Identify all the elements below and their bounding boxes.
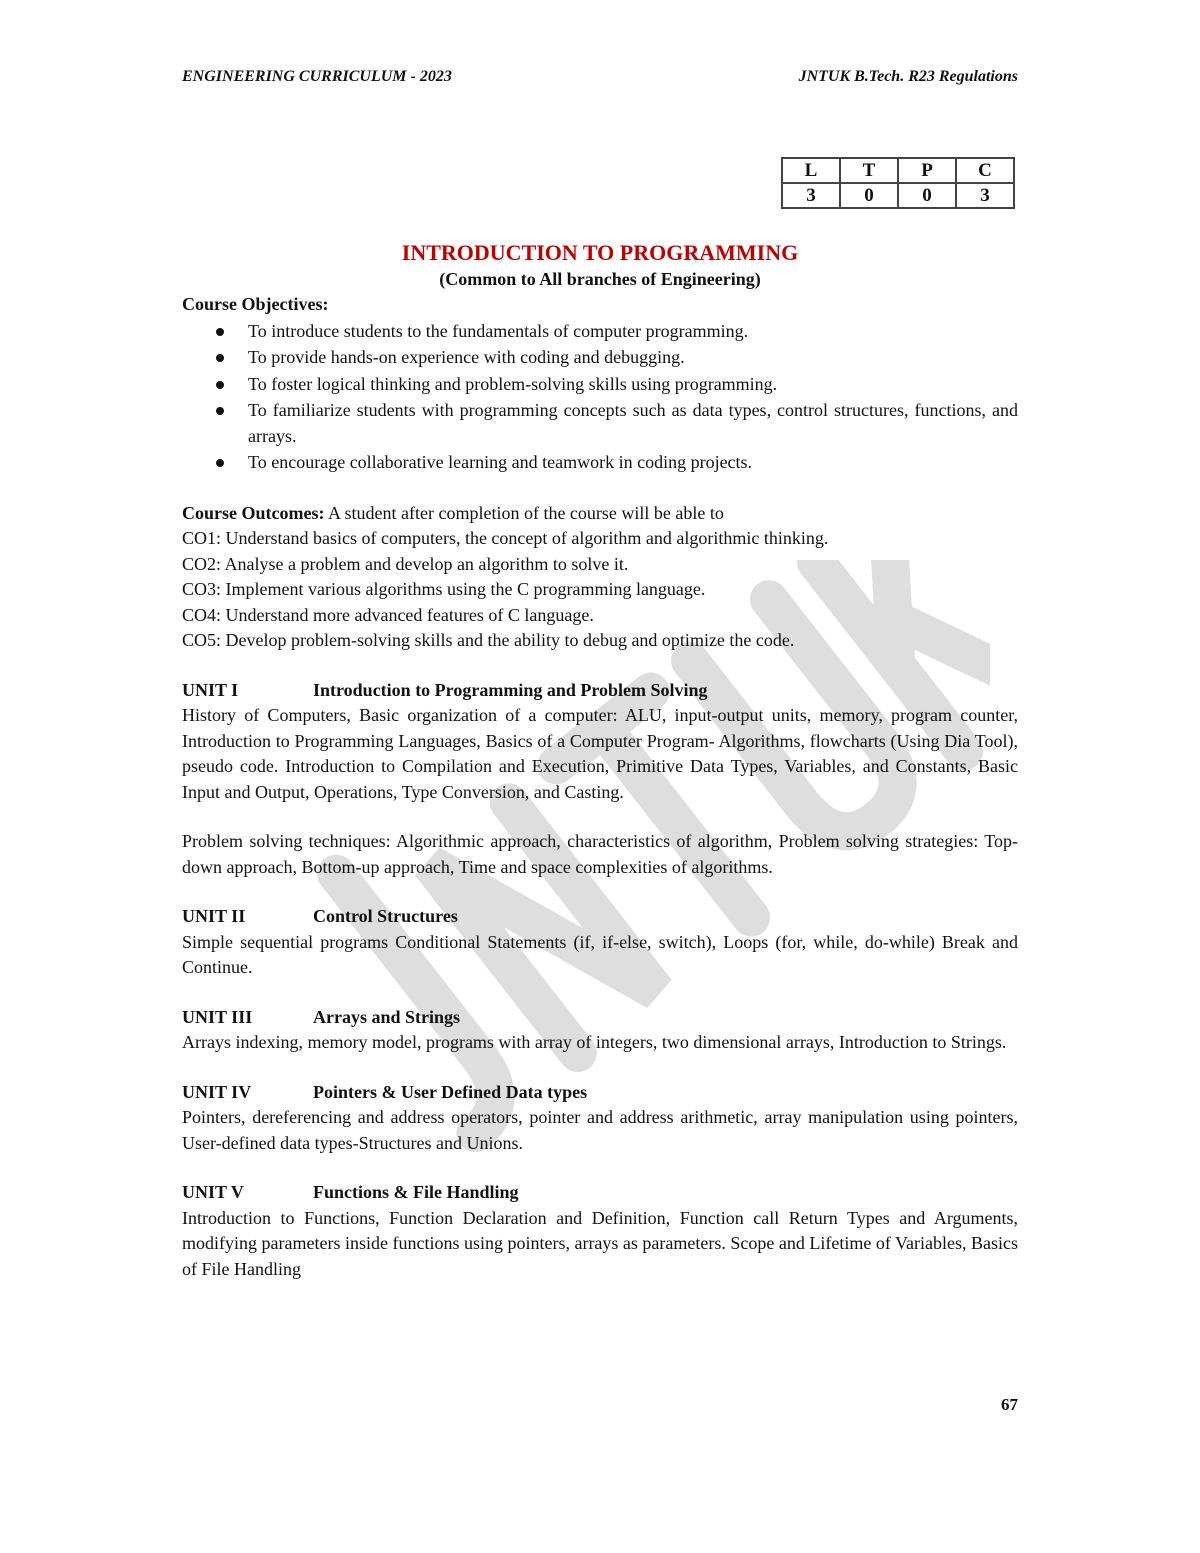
outcome-co5: CO5: Develop problem-solving skills and the ability to debug and optimize the code. bbox=[182, 630, 795, 650]
unit-5-paragraph: Introduction to Functions, Function Declaration and Definition, Function call Return Types and Arguments, modifying parameters inside functions using pointers, arrays as parameters. Scope and Lifetime of Variables, Basics of File Handling bbox=[182, 1207, 1018, 1279]
unit-5-heading bbox=[182, 1180, 1018, 1206]
objectives-list bbox=[182, 319, 1018, 476]
bullet-icon bbox=[216, 459, 224, 467]
unit-1-paragraph-1: History of Computers, Basic organization of a computer: ALU, input-output units, memory, program counter, Introduction to Programming Languages, Basics of a Computer Program- Algorithms, flowcharts (Using Dia Tool), pseudo code. Introduction to Compilation and Execution, Primitive Data Types, Variables, and Constants, Basic Input and Output, Operations, Type Conversion, and Casting. bbox=[182, 705, 1018, 802]
unit-label: UNIT IV bbox=[182, 1081, 252, 1102]
outcome-co4: CO4: Understand more advanced features of C language. bbox=[182, 604, 594, 625]
unit-title: Introduction to Programming and Problem Solving bbox=[313, 679, 708, 700]
unit-1-heading bbox=[182, 678, 1018, 704]
course-content bbox=[182, 292, 1018, 1282]
header-regulations: JNTUK B.Tech. R23 Regulations bbox=[798, 68, 1018, 85]
unit-label: UNIT II bbox=[182, 906, 246, 926]
credits-labels-row bbox=[782, 158, 1014, 183]
unit-label: UNIT I bbox=[182, 679, 239, 700]
unit-title: Control Structures bbox=[313, 906, 458, 926]
unit-label: UNIT III bbox=[182, 1006, 253, 1027]
page-number: 67 bbox=[1001, 1395, 1018, 1414]
unit-2-paragraph: Simple sequential programs Conditional Statements (if, if-else, switch), Loops (for, while, do-while) Break and Continue. bbox=[182, 931, 1018, 977]
unit-title: Arrays and Strings bbox=[313, 1006, 461, 1027]
credits-value-t: 0 bbox=[840, 183, 898, 208]
bullet-icon bbox=[216, 381, 224, 389]
objective-text: To foster logical thinking and problem-solving skills using programming. bbox=[248, 373, 778, 394]
outcome-co2: CO2: Analyse a problem and develop an algorithm to solve it. bbox=[182, 553, 629, 574]
credits-label-l: L bbox=[782, 158, 840, 183]
objective-text: To provide hands-on experience with coding and debugging. bbox=[248, 347, 685, 367]
list-item bbox=[182, 319, 1018, 345]
outcomes-intro-line bbox=[182, 501, 1018, 527]
objective-text: To familiarize students with programming concepts such as data types, control structures, functions, and arrays. bbox=[248, 400, 1018, 446]
unit-4-paragraph: Pointers, dereferencing and address operators, pointer and address arithmetic, array manipulation using pointers, User-defined data types-Structures and Unions. bbox=[182, 1107, 1018, 1153]
unit-1-paragraph-2: Problem solving techniques: Algorithmic approach, characteristics of algorithm, Problem solving strategies: Top-down approach, Bottom-up approach, Time and space complexities of algorithms. bbox=[182, 831, 1018, 877]
objective-text: To encourage collaborative learning and teamwork in coding projects. bbox=[248, 452, 753, 472]
course-subtitle: (Common to All branches of Engineering) bbox=[439, 269, 761, 289]
credits-value-c: 3 bbox=[956, 183, 1014, 208]
credits-label-p: P bbox=[898, 158, 956, 183]
credits-value-l: 3 bbox=[782, 183, 840, 208]
credits-values-row bbox=[782, 183, 1014, 208]
list-item bbox=[182, 372, 1018, 398]
bullet-icon bbox=[216, 328, 224, 336]
objective-text: To introduce students to the fundamentals of computer programming. bbox=[248, 320, 749, 341]
outcomes-heading: Course Outcomes: bbox=[182, 502, 325, 523]
credits-table bbox=[781, 157, 1015, 209]
unit-2-heading bbox=[182, 904, 1018, 930]
header-curriculum: ENGINEERING CURRICULUM - 2023 bbox=[182, 68, 452, 85]
list-item bbox=[182, 450, 1018, 476]
unit-4-heading bbox=[182, 1080, 1018, 1106]
unit-3-heading bbox=[182, 1005, 1018, 1031]
unit-title: Functions & File Handling bbox=[313, 1182, 519, 1202]
credits-value-p: 0 bbox=[898, 183, 956, 208]
list-item bbox=[182, 345, 1018, 371]
objectives-heading: Course Objectives: bbox=[182, 294, 329, 314]
outcome-co1: CO1: Understand basics of computers, the concept of algorithm and algorithmic thinking. bbox=[182, 528, 829, 548]
unit-label: UNIT V bbox=[182, 1182, 244, 1202]
list-item bbox=[182, 398, 1018, 449]
unit-3-paragraph: Arrays indexing, memory model, programs with array of integers, two dimensional arrays, Introduction to Strings. bbox=[182, 1032, 1007, 1052]
credits-label-c: C bbox=[956, 158, 1014, 183]
bullet-icon bbox=[216, 407, 224, 415]
credits-label-t: T bbox=[840, 158, 898, 183]
course-title: INTRODUCTION TO PROGRAMMING bbox=[401, 240, 799, 265]
unit-title: Pointers & User Defined Data types bbox=[313, 1081, 588, 1102]
bullet-icon bbox=[216, 354, 224, 362]
outcomes-intro: A student after completion of the course will be able to bbox=[328, 502, 724, 523]
outcome-co3: CO3: Implement various algorithms using the C programming language. bbox=[182, 579, 706, 599]
